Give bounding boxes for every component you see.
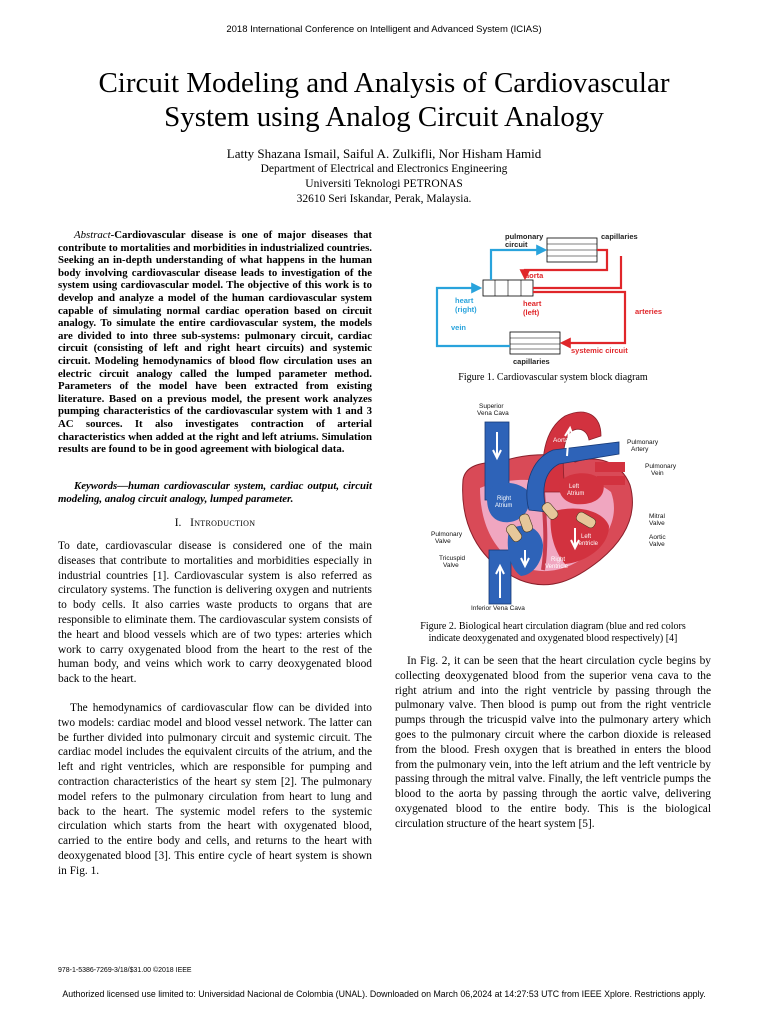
label-heart-right-2: (right)	[455, 305, 477, 314]
label-right-atrium: Right	[497, 496, 512, 502]
label-artery: Artery	[631, 446, 649, 453]
label-vena-cava: Vena Cava	[477, 410, 509, 417]
label-vein: Vein	[651, 470, 664, 477]
intro-paragraph-2: The hemodynamics of cardiovascular flow can be divided into two models: cardiac model and blood vessel network. The latter can be further divided into pulmonary circuit and systemic circuit. The cardiac model includes the equivalent circuits of the atrium, and the left and right ventricles, which are responsible for pumping and contraction characteristics of the heart sy stem [2]. The pulmonary model refers to the pulmonary circulation from heart to lung and back to the heart. The systemic model refers to the systemic circulation which starts from the heart with oxygenated blood, carried to the entire body and cells, and returns to the heart with deoxygenated blood [3]. This entire cycle of heart system is shown in Fig. 1.	[58, 702, 372, 877]
label-inferior-vena-cava: Inferior Vena Cava	[471, 605, 525, 612]
label-superior: Superior	[479, 403, 504, 410]
label-arteries: arteries	[635, 307, 663, 316]
label-tricuspid-valve-2: Valve	[443, 562, 459, 569]
label-mitral-valve: Mitral	[649, 513, 665, 520]
label-heart-left: heart	[523, 299, 542, 308]
pulmonary-vein	[595, 462, 625, 472]
title-line-1: Circuit Modeling and Analysis of Cardiovascular	[98, 67, 670, 99]
label-left-ventricle-2: Ventricle	[575, 541, 599, 547]
figure-1-block-diagram	[425, 228, 685, 368]
label-aorta: aorta	[525, 271, 544, 280]
figure-2-caption-line-1: Figure 2. Biological heart circulation diagram (blue and red colors	[420, 621, 686, 632]
intro-paragraph-1: To date, cardiovascular disease is considered one of the main diseases that contribute to mortalities and morbidities especially in industrial countries [1]. Cardiovascular system is also referred as circulatory systems. The function is delivering oxygen and nutrients to body cells. It also carries waste products to organs that are responsible to eliminate them. The cardiovascular system consists of the heart and blood vessels which are of two types: arteries which work to carry oxygenated blood from the heart to the rest of the human body, and veins which work to carry deoxygenated blood back to the heart.	[58, 540, 372, 686]
label-aorta: Aorta	[553, 437, 569, 444]
conference-header: 2018 International Conference on Intelligent and Advanced System (ICIAS)	[226, 24, 542, 35]
section-heading-introduction	[58, 517, 372, 529]
figure-2-caption	[395, 621, 711, 645]
figure-2-heart-diagram	[425, 400, 685, 612]
label-aortic-valve-2: Valve	[649, 541, 665, 548]
label-left-atrium-2: Atrium	[567, 491, 585, 497]
abstract-text: -Cardiovascular disease is one of major diseases that contribute to mortalities and morbidities in industrialized countries. Seeking an in-depth understanding of what happens in the human body involving cardiovascular disease leads to investigation of the system using cardiovascular model. The objective of this work is to develop and analyze a model of the human cardiovascular system capable of simulating normal cardiac operation based on circuit analogy. To simulate the entire cardiovascular system, the models are divided to into three sub-systems: pulmonary circuit, cardiac circuit (consisting of left and right heart circuits) and systemic circuit. Modeling hemodynamics of blood flow circulation uses an electric circuit analogy called the lumped parameter method. Parameters of the model have been extracted from existing literature. Based on a previous model, the present work analyzes pumping characteristics of the cardiovascular system with 1 and 3 AC sources. It also investigates contraction of arterial characteristics when added at the right and left atriums. Simulation results are found to be in good agreement with biological data.	[58, 229, 372, 456]
abstract	[58, 229, 372, 456]
right-column-paragraph: In Fig. 2, it can be seen that the heart circulation cycle begins by collecting deoxygenated blood from the superior vena cava to the right atrium and into the right ventricle by passing through the pulmonary valve. Then blood is pump out from the right ventricle pumps through the tricuspid valve into the pulmonary artery which goes to the pulmonary circuit where the carbon dioxide is released from the blood. Fresh oxygen that is breathed in enters the blood from the pulmonary vein, into the left atrium and the left ventricle by passing through the mitral valve. Finally, the left ventricle pumps the blood to the aorta by passing through the aortic valve, delivering oxygenated blood to the entire body. This is the biological circulation structure of the heart system [5].	[395, 655, 711, 830]
license-footer: Authorized licensed use limited to: Universidad Nacional de Colombia (UNAL). Downloaded on March 06,2024 at 14:27:53 UTC from IEEE Xplore. Restrictions apply.	[62, 989, 706, 999]
label-pulmonary: pulmonary	[505, 232, 544, 241]
affiliation-university: Universiti Teknologi PETRONAS	[305, 178, 463, 190]
label-systemic-circuit: systemic circuit	[571, 346, 628, 355]
label-aortic-valve: Aortic	[649, 534, 666, 541]
label-pulmonary-valve-2: Valve	[435, 538, 451, 545]
label-pulmonary-vein: Pulmonary	[645, 463, 677, 470]
label-mitral-valve-2: Valve	[649, 520, 665, 527]
paper-title	[40, 66, 728, 134]
keywords-label: Keywords—	[74, 480, 128, 492]
label-right-ventricle: Right	[551, 557, 566, 563]
keywords-text: human cardiovascular system, cardiac output, circuit modeling, analog circuit analogy, lumped parameter	[58, 480, 372, 505]
figure-2-caption-line-2: indicate deoxygenated and oxygenated blood respectively) [4]	[428, 633, 678, 644]
abstract-label: Abstract	[74, 229, 111, 241]
label-right-ventricle-2: Ventricle	[545, 564, 569, 570]
label-tricuspid-valve: Tricuspid	[439, 555, 466, 562]
label-right-atrium-2: Atrium	[495, 503, 513, 509]
vein-flow	[437, 288, 510, 346]
label-circuit: circuit	[505, 240, 528, 249]
label-vein: vein	[451, 323, 467, 332]
section-title: Introduction	[190, 517, 256, 529]
label-capillaries-top: capillaries	[601, 232, 638, 241]
left-atrium	[559, 473, 604, 504]
label-capillaries-bottom: capillaries	[513, 357, 550, 366]
keywords-end: .	[290, 492, 294, 505]
label-heart-left-2: (left)	[523, 308, 540, 317]
figure-1-caption: Figure 1. Cardiovascular system block diagram	[458, 372, 648, 383]
title-line-2: System using Analog Circuit Analogy	[164, 101, 604, 133]
affiliation-dept: Department of Electrical and Electronics Engineering	[260, 163, 508, 175]
authors: Latty Shazana Ismail, Saiful A. Zulkifli, Nor Hisham Hamid	[226, 146, 542, 161]
section-number: I.	[174, 517, 182, 529]
label-pulmonary-artery: Pulmonary	[627, 439, 659, 446]
systemic-capillary-box	[510, 332, 560, 354]
label-pulmonary-valve: Pulmonary	[431, 531, 463, 538]
isbn-copyright: 978-1-5386-7269-3/18/$31.00 ©2018 IEEE	[58, 967, 192, 974]
label-left-ventricle: Left	[581, 534, 592, 540]
label-left-atrium: Left	[569, 484, 580, 490]
label-heart-right: heart	[455, 296, 474, 305]
affiliation-address: 32610 Seri Iskandar, Perak, Malaysia.	[296, 193, 472, 205]
keywords	[58, 480, 372, 506]
